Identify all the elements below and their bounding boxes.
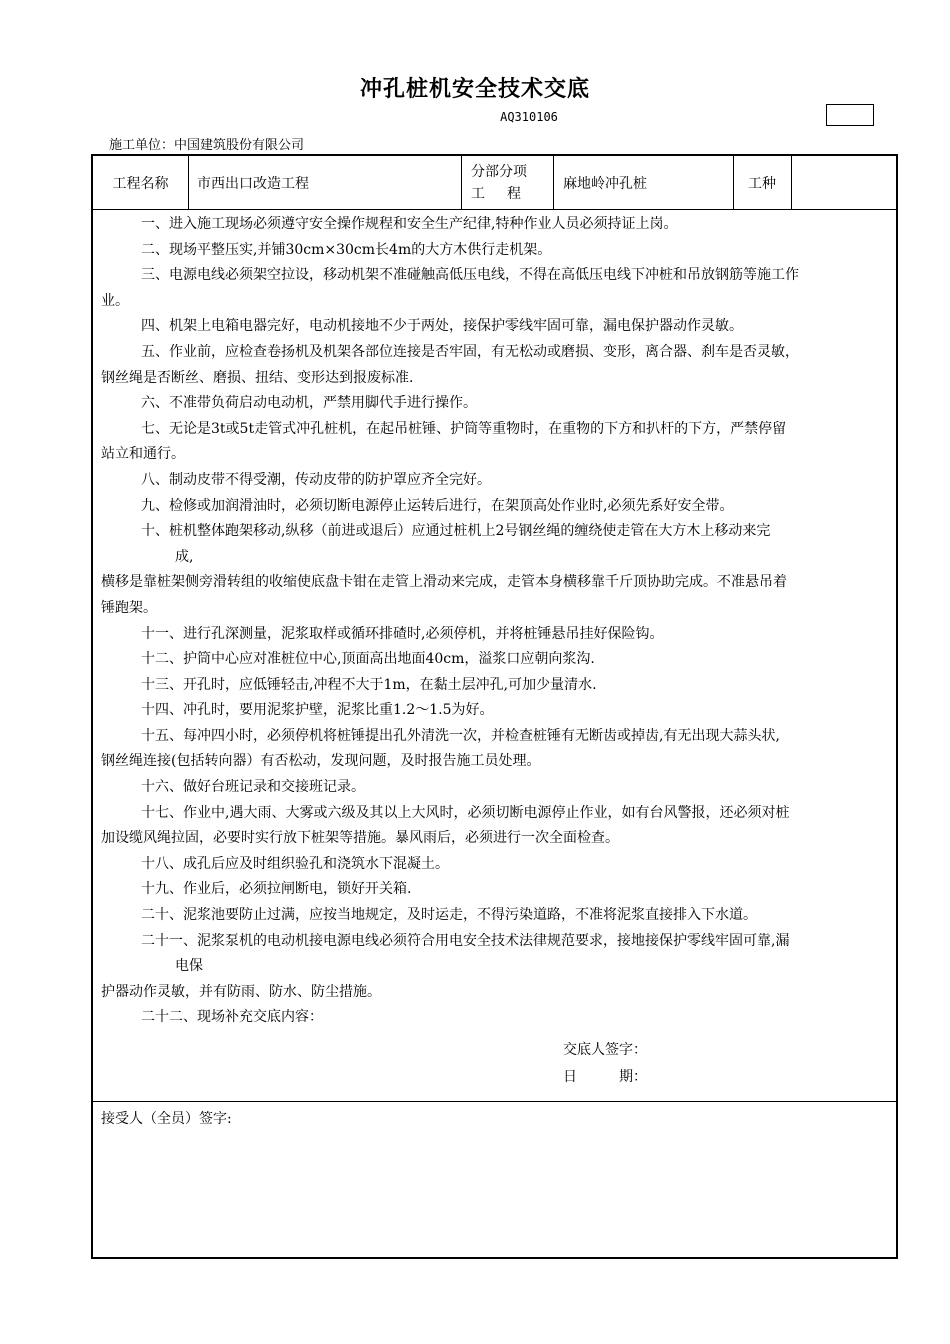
discloser-signature-label: 交底人签字： (563, 1042, 647, 1058)
content-line: 十五、每冲四小时，必须停机将桩锤提出孔外清洗一次，并检查桩锤有无断齿或掉齿,有无出现大蒜头状, (141, 727, 780, 744)
document-code: AQ310106 (500, 110, 558, 124)
content-line: 十六、做好台班记录和交接班记录。 (141, 779, 365, 796)
disclosure-form (91, 154, 898, 1259)
content-line: 二、现场平整压实,并铺30cm×30cm长4m的大方木供行走机架。 (141, 241, 552, 258)
sub-project-label-line2: 工程 (471, 185, 543, 202)
content-line: 钢丝绳是否断丝、磨损、扭结、变形达到报废标准. (101, 369, 414, 386)
sub-project-label-line1: 分部分项 (471, 163, 527, 180)
content-line: 三、电源电线必须架空拉设，移动机架不准碰触高低压电线，不得在高低压电线下冲桩和吊放钢筋等施工作 (141, 267, 799, 284)
content-line: 八、制动皮带不得受潮，传动皮带的防护罩应齐全完好。 (141, 471, 491, 488)
divider (188, 156, 189, 209)
content-line: 四、机架上电箱电器完好，电动机接地不少于两处，接保护零线牢固可靠，漏电保护器动作灵敏。 (141, 318, 743, 335)
content-line: 锤跑架。 (101, 599, 157, 616)
content-line: 一、进入施工现场必须遵守安全操作规程和安全生产纪律,特种作业人员必须持证上岗。 (141, 216, 678, 232)
content-line: 二十一、泥浆泵机的电动机接电源电线必须符合用电安全技术法律规范要求，接地接保护零线牢固可靠,漏 (141, 932, 790, 949)
project-name-label: 工程名称 (112, 175, 169, 192)
content-line: 十八、成孔后应及时组织验孔和浇筑水下混凝土。 (141, 855, 449, 872)
disclosure-date-label: 日 期： (563, 1069, 647, 1085)
content-line: 电保 (175, 958, 203, 975)
sub-project-label (461, 156, 553, 209)
content-line: 加设缆风绳拉固，必要时实行放下桩架等措施。暴风雨后，必须进行一次全面检查。 (101, 830, 619, 847)
content-line: 五、作业前，应检查卷扬机及机架各部位连接是否牢固，有无松动或磨损、变形，离合器、刹车是否灵敏， (141, 343, 799, 360)
project-name-value: 市西出口改造工程 (197, 175, 309, 192)
content-line: 十四、冲孔时，要用泥浆护壁，泥浆比重1.2～1.5为好。 (141, 702, 494, 719)
content-line: 十三、开孔时，应低锤轻击,冲程不大于1m，在黏土层冲孔,可加少量清水. (141, 676, 597, 693)
trade-value (799, 156, 889, 209)
content-line: 业。 (101, 292, 129, 309)
content-line: 十七、作业中,遇大雨、大雾或六级及其以上大风时，必须切断电源停止作业，如有台风警报，还必须对桩 (141, 804, 790, 821)
divider (791, 156, 792, 209)
header-row (93, 156, 896, 210)
content-line: 十、桩机整体跑架移动,纵移（前进或退后）应通过桩机上2号钢丝绳的缠绕使走管在大方木上移动来完 (141, 523, 771, 540)
content-line: 九、检修或加润滑油时，必须切断电源停止运转后进行，在架顶高处作业时,必须先系好安全带。 (141, 497, 734, 514)
document-title: 冲孔桩机安全技术交底 (359, 77, 590, 102)
number-box (826, 104, 874, 126)
content-line: 六、不准带负荷启动电动机，严禁用脚代手进行操作。 (141, 395, 477, 412)
disclosure-content (93, 212, 896, 1102)
content-line: 钢丝绳连接(包括转向器）有否松动，发现问题，及时报告施工员处理。 (101, 753, 541, 770)
content-line: 二十、泥浆池要防止过满，应按当地规定，及时运走，不得污染道路，不准将泥浆直接排入下水道。 (141, 907, 757, 924)
content-line: 横移是靠桩架侧旁滑转组的收缩使底盘卡钳在走管上滑动来完成，走管本身横移靠千斤顶协助完成。不准悬吊着 (101, 574, 787, 591)
content-line: 十一、进行孔深测量，泥浆取样或循环排碴时,必须停机，并将桩锤悬吊挂好保险钩。 (141, 625, 664, 642)
content-line: 十二、护筒中心应对准桩位中心,顶面高出地面40cm，溢浆口应朝向浆沟. (141, 651, 595, 668)
sub-project-value: 麻地岭冲孔桩 (563, 175, 647, 192)
content-line: 护器动作灵敏，并有防雨、防水、防尘措施。 (101, 983, 381, 1000)
content-line: 七、无论是3t或5t走管式冲孔桩机，在起吊桩锤、护筒等重物时，在重物的下方和扒杆的下方，严禁停留 (141, 420, 787, 437)
divider (553, 156, 554, 209)
content-line: 成, (175, 548, 194, 565)
content-line: 二十二、现场补充交底内容： (141, 1009, 323, 1026)
trade-label: 工种 (748, 175, 776, 192)
receiver-signature-label: 接受人（全员）签字: (101, 1111, 232, 1127)
construction-unit: 施工单位：中国建筑股份有限公司 (109, 138, 305, 153)
content-line: 站立和通行。 (101, 446, 185, 463)
content-line: 十九、作业后，必须拉闸断电，锁好开关箱. (141, 881, 412, 898)
